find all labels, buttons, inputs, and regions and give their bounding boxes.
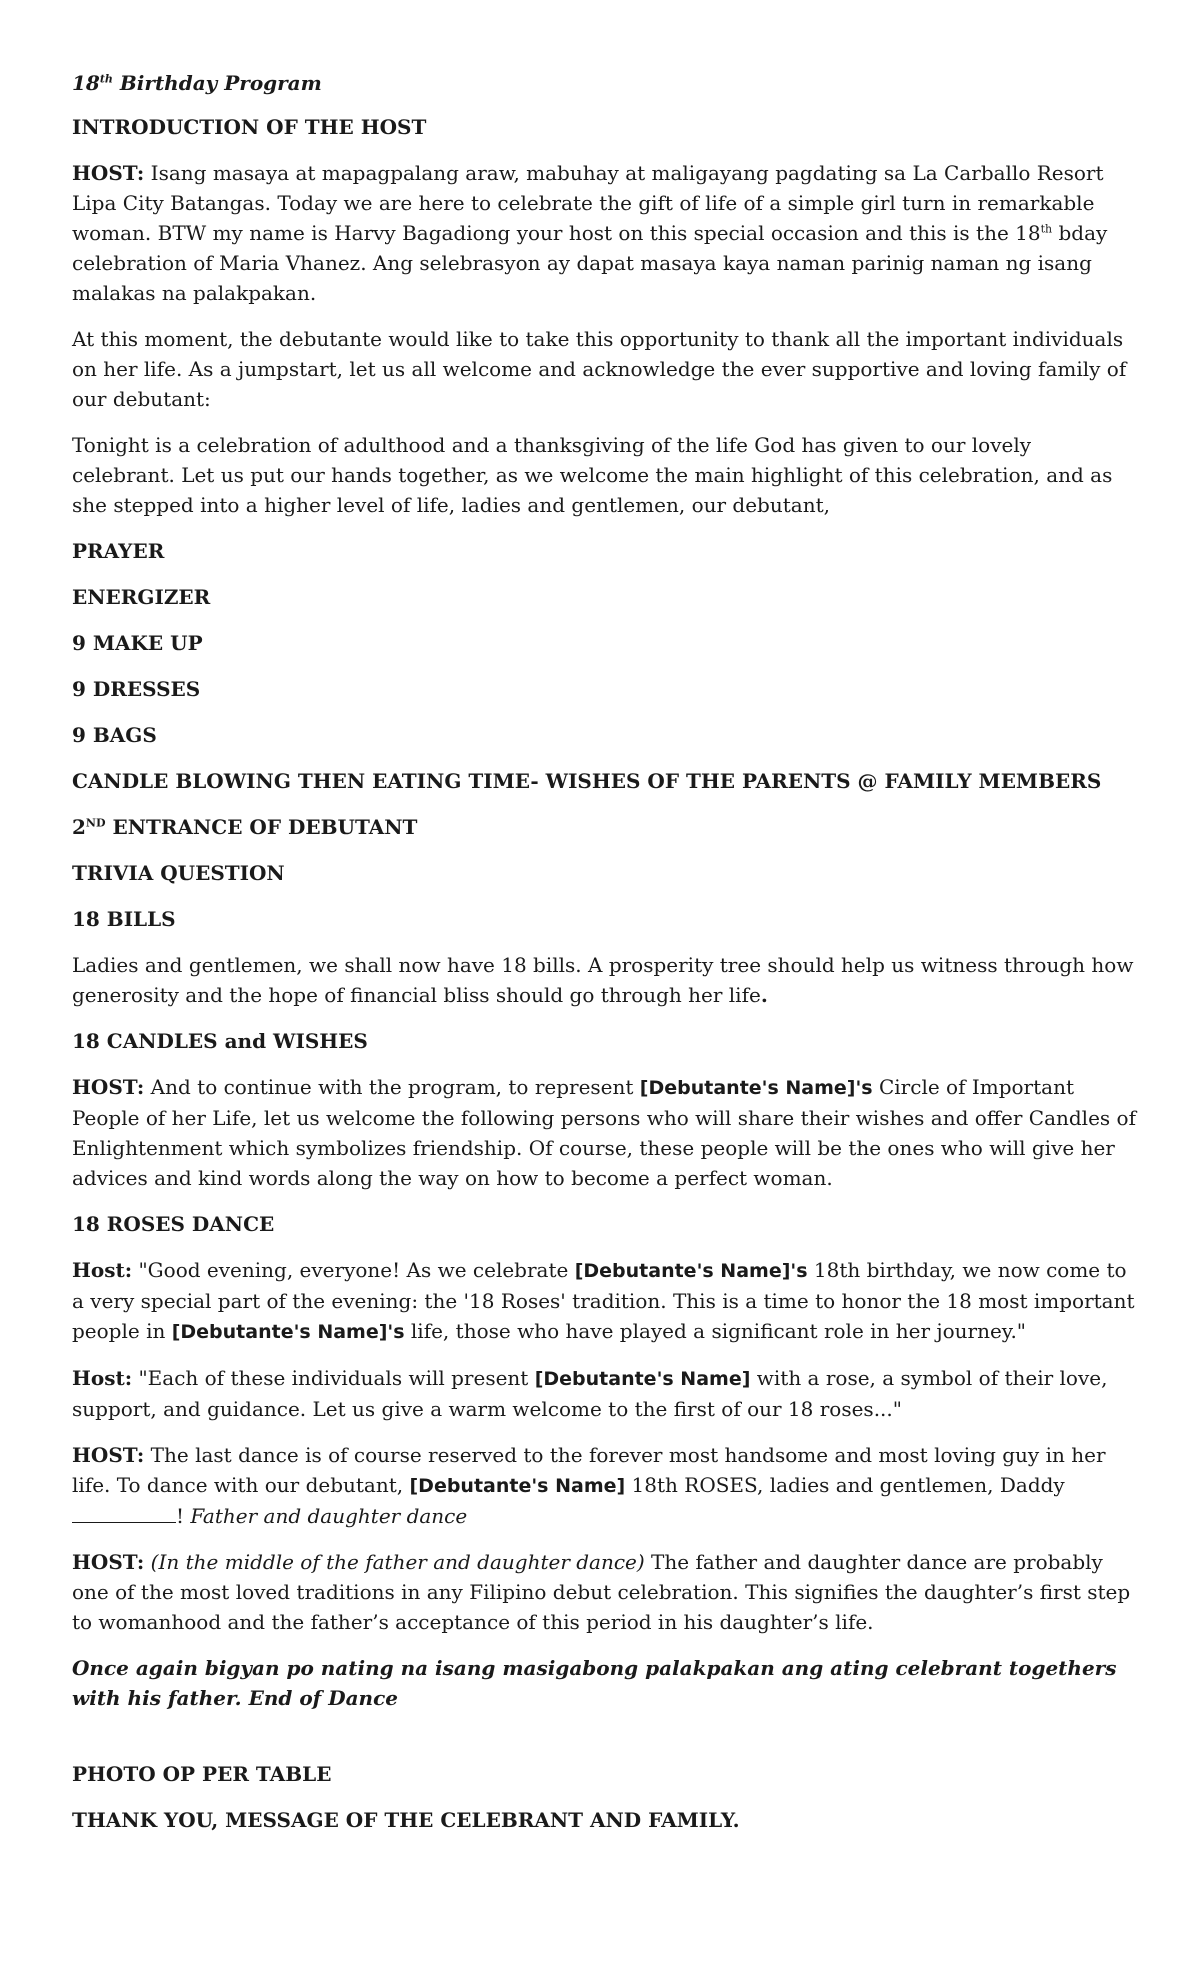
heading-bags: 9 BAGS [72, 723, 157, 747]
bold-period: . [760, 983, 768, 1007]
host-label: Host: [72, 1366, 133, 1390]
fill-in-blank [72, 1521, 176, 1523]
heading-introduction: INTRODUCTION OF THE HOST [72, 115, 427, 139]
paragraph-text: And to continue with the program, to represent [144, 1075, 640, 1099]
paragraph-text: Circle of Important People of her Life, let us welcome the following persons who will share their wishes and offer Candles of Enlightenment which symbolizes friendship. Of course, these people will be the ones who will give her advices and kind words along the way on how to become a perfect woman. [72, 1075, 1136, 1190]
host-label: HOST: [72, 1550, 145, 1574]
paragraph-roses-1 [72, 1255, 1140, 1347]
paragraph-last-dance [72, 1440, 1140, 1531]
heading-18-roses: 18 ROSES DANCE [72, 1212, 275, 1236]
superscript: th [1040, 222, 1053, 236]
paragraph-text: Ladies and gentlemen, we shall now have 18 bills. A prosperity tree should help us witness through how generosity and the hope of financial bliss should go through her life [72, 953, 1134, 1007]
program-title [72, 68, 1140, 98]
italic-note: Father and daughter dance [190, 1504, 468, 1528]
paragraph-thanks-family: At this moment, the debutante would like to take this opportunity to thank all the important individuals on her life. As a jumpstart, let us all welcome and acknowledge the ever supportive and loving family of our debutant: [72, 327, 1127, 411]
paragraph-text: "Each of these individuals will present [132, 1366, 535, 1390]
paragraph-middle-dance [72, 1547, 1140, 1637]
paragraph-text: The last dance is of course reserved to the forever most handsome and most loving guy in her life. To dance with our debutant, [72, 1443, 1106, 1497]
paragraph-text: 18th birthday, we now come to a very special part of the evening: the '18 Roses' tradition. This is a time to honor the 18 most important people in [72, 1258, 1135, 1343]
heading-photo-op: PHOTO OP PER TABLE [72, 1762, 332, 1786]
paragraph-18-candles [72, 1072, 1140, 1193]
heading-trivia: TRIVIA QUESTION [72, 861, 285, 885]
paragraph-once-again: Once again bigyan po nating na isang masigabong palakpakan ang ating celebrant togethers with his father. End of Dance [72, 1656, 1117, 1710]
paragraph-text: "Good evening, everyone! As we celebrate [132, 1258, 575, 1282]
paragraph-18-bills [72, 950, 1140, 1010]
paragraph-celebration: Tonight is a celebration of adulthood and a thanksgiving of the life God has given to our lovely celebrant. Let us put our hands together, as we welcome the main highlight of this celebration, and as she stepped into a higher level of life, ladies and gentlemen, our debutant, [72, 433, 1113, 517]
paragraph-text: 18th ROSES, ladies and gentlemen, Daddy [625, 1473, 1065, 1497]
paragraph-text: ! [176, 1504, 191, 1528]
heading-make-up: 9 MAKE UP [72, 631, 203, 655]
host-label: HOST: [72, 161, 145, 185]
paragraph-text: bday celebration of Maria Vhanez. Ang selebrasyon ay dapat masaya kaya naman parinig naman ng isang malakas na palakpakan. [72, 221, 1108, 305]
title-superscript: th [99, 72, 113, 86]
heading-prayer: PRAYER [72, 539, 165, 563]
host-label: HOST: [72, 1443, 145, 1467]
paragraph-text: Isang masaya at mapagpalang araw, mabuhay at maligayang pagdating sa La Carballo Resort Lipa City Batangas. Today we are here to celebrate the gift of life of a simple girl turn in remarkable woman. BTW my name is Harvy Bagadiong your host on this special occasion and this is the 18 [72, 161, 1104, 245]
title-text: Birthday Program [112, 71, 322, 95]
spacer [72, 1729, 1140, 1759]
paragraph-host-intro [72, 158, 1140, 308]
debutante-name: [Debutante's Name] [409, 1475, 626, 1497]
host-label: Host: [72, 1258, 133, 1282]
heading-energizer: ENERGIZER [72, 585, 211, 609]
italic-note: (In the middle of the father and daughter dance) [144, 1550, 645, 1574]
heading-dresses: 9 DRESSES [72, 677, 201, 701]
heading-candle-blowing: CANDLE BLOWING THEN EATING TIME- WISHES OF THE PARENTS @ FAMILY MEMBERS [72, 769, 1102, 793]
paragraph-text: with a rose, a symbol of their love, support, and guidance. Let us give a warm welcome to the first of our 18 roses..." [72, 1366, 1108, 1421]
heading-thank-you: THANK YOU, MESSAGE OF THE CELEBRANT AND FAMILY. [72, 1808, 740, 1832]
heading-text: ENTRANCE OF DEBUTANT [105, 815, 418, 839]
heading-second-entrance [72, 812, 1140, 842]
heading-18-candles: 18 CANDLES and WISHES [72, 1029, 368, 1053]
heading-superscript: ND [85, 816, 106, 830]
paragraph-roses-2 [72, 1363, 1140, 1424]
debutante-name: [Debutante's Name]'s [639, 1077, 873, 1099]
paragraph-text: life, those who have played a significant role in her journey." [404, 1319, 1027, 1343]
heading-18-bills: 18 BILLS [72, 907, 176, 931]
host-label: HOST: [72, 1075, 145, 1099]
title-number: 18 [72, 71, 100, 95]
heading-number: 2 [72, 815, 86, 839]
debutante-name: [Debutante's Name]'s [171, 1321, 405, 1343]
paragraph-text: The father and daughter dance are probably one of the most loved traditions in any Filipino debut celebration. This signifies the daughter’s first step to womanhood and the father’s acceptance of this period in his daughter’s life. [72, 1550, 1131, 1634]
debutante-name: [Debutante's Name] [534, 1368, 751, 1390]
debutante-name: [Debutante's Name]'s [574, 1260, 808, 1282]
